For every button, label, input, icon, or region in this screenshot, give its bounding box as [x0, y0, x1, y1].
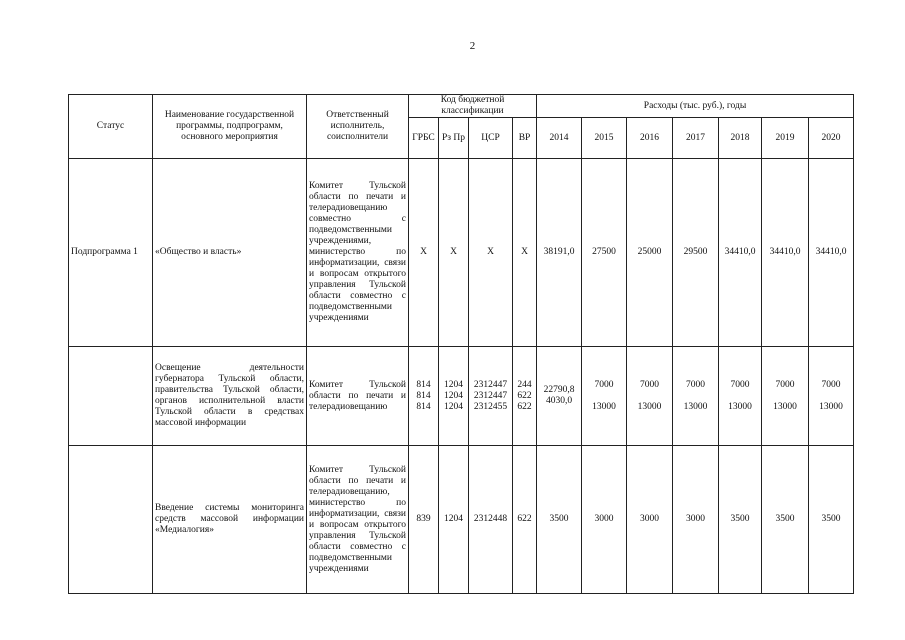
header-year: 2015 [582, 118, 627, 159]
table-row [69, 159, 854, 347]
value-cell: 29500 [673, 159, 719, 347]
header-year: 2017 [673, 118, 719, 159]
responsible-cell: Комитет Тульской области по печати и телерадиовещанию [307, 347, 409, 446]
value-cell: 25000 [627, 159, 673, 347]
value-cell: 38191,0 [537, 159, 582, 347]
value-cell: 7000 13000 [762, 347, 809, 446]
header-year: 2019 [762, 118, 809, 159]
value-cell: 3000 [627, 446, 673, 594]
value-cell: 34410,0 [719, 159, 762, 347]
value-cell: 34410,0 [809, 159, 854, 347]
value-cell: 3000 [582, 446, 627, 594]
header-status: Статус [69, 95, 153, 159]
rzpr-cell: 1204 1204 1204 [439, 347, 469, 446]
value-cell: 22790,8 4030,0 [537, 347, 582, 446]
grbs-cell: Х [409, 159, 439, 347]
value-cell: 7000 13000 [627, 347, 673, 446]
table-row [69, 347, 854, 446]
rzpr-cell: 1204 [439, 446, 469, 594]
header-row [69, 95, 854, 118]
header-csr: ЦСР [469, 118, 513, 159]
vr-cell: 622 [513, 446, 537, 594]
value-cell: 34410,0 [762, 159, 809, 347]
value-cell: 3000 [673, 446, 719, 594]
header-year: 2016 [627, 118, 673, 159]
status-cell: Подпрограмма 1 [69, 159, 153, 347]
header-budget-code: Код бюджетной классификации [409, 95, 537, 118]
csr-cell: 2312447 2312447 2312455 [469, 347, 513, 446]
header-grbs: ГРБС [409, 118, 439, 159]
csr-cell: Х [469, 159, 513, 347]
grbs-cell: 814 814 814 [409, 347, 439, 446]
grbs-cell: 839 [409, 446, 439, 594]
status-cell [69, 347, 153, 446]
vr-cell: Х [513, 159, 537, 347]
name-cell: Освещение деятельности губернатора Тульской области, правительства Тульской области, органов исполнительной власти Тульской области в средствах массовой информации [153, 347, 307, 446]
name-cell: Введение системы мониторинга средств массовой информации «Медиалогия» [153, 446, 307, 594]
responsible-cell: Комитет Тульской области по печати и телерадиовещанию совместно с подведомственными учреждениями, министерство по информатизации, связи и вопросам открытого управления Тульской области совместно с подведомственными учреждениями [307, 159, 409, 347]
value-cell: 3500 [719, 446, 762, 594]
value-cell: 7000 13000 [809, 347, 854, 446]
status-cell [69, 446, 153, 594]
header-name: Наименование государственной программы, подпрограмм, основного мероприятия [153, 95, 307, 159]
page-number: 2 [469, 40, 476, 52]
value-cell: 3500 [762, 446, 809, 594]
name-cell: «Общество и власть» [153, 159, 307, 347]
value-cell: 3500 [809, 446, 854, 594]
header-vr: ВР [513, 118, 537, 159]
header-responsible: Ответственный исполнитель, соисполнители [307, 95, 409, 159]
budget-table [68, 94, 854, 594]
value-cell: 7000 13000 [719, 347, 762, 446]
value-cell: 7000 13000 [673, 347, 719, 446]
rzpr-cell: Х [439, 159, 469, 347]
vr-cell: 244 622 622 [513, 347, 537, 446]
value-cell: 3500 [537, 446, 582, 594]
header-year: 2020 [809, 118, 854, 159]
header-expenses: Расходы (тыс. руб.), годы [537, 95, 854, 118]
header-rzpr: Рз Пр [439, 118, 469, 159]
csr-cell: 2312448 [469, 446, 513, 594]
header-year: 2014 [537, 118, 582, 159]
value-cell: 27500 [582, 159, 627, 347]
table-row [69, 446, 854, 594]
value-cell: 7000 13000 [582, 347, 627, 446]
responsible-cell: Комитет Тульской области по печати и телерадиовещанию, министерство по информатизации, связи и вопросам открытого управления Тульской области совместно с подведомственными учреждениями [307, 446, 409, 594]
header-year: 2018 [719, 118, 762, 159]
